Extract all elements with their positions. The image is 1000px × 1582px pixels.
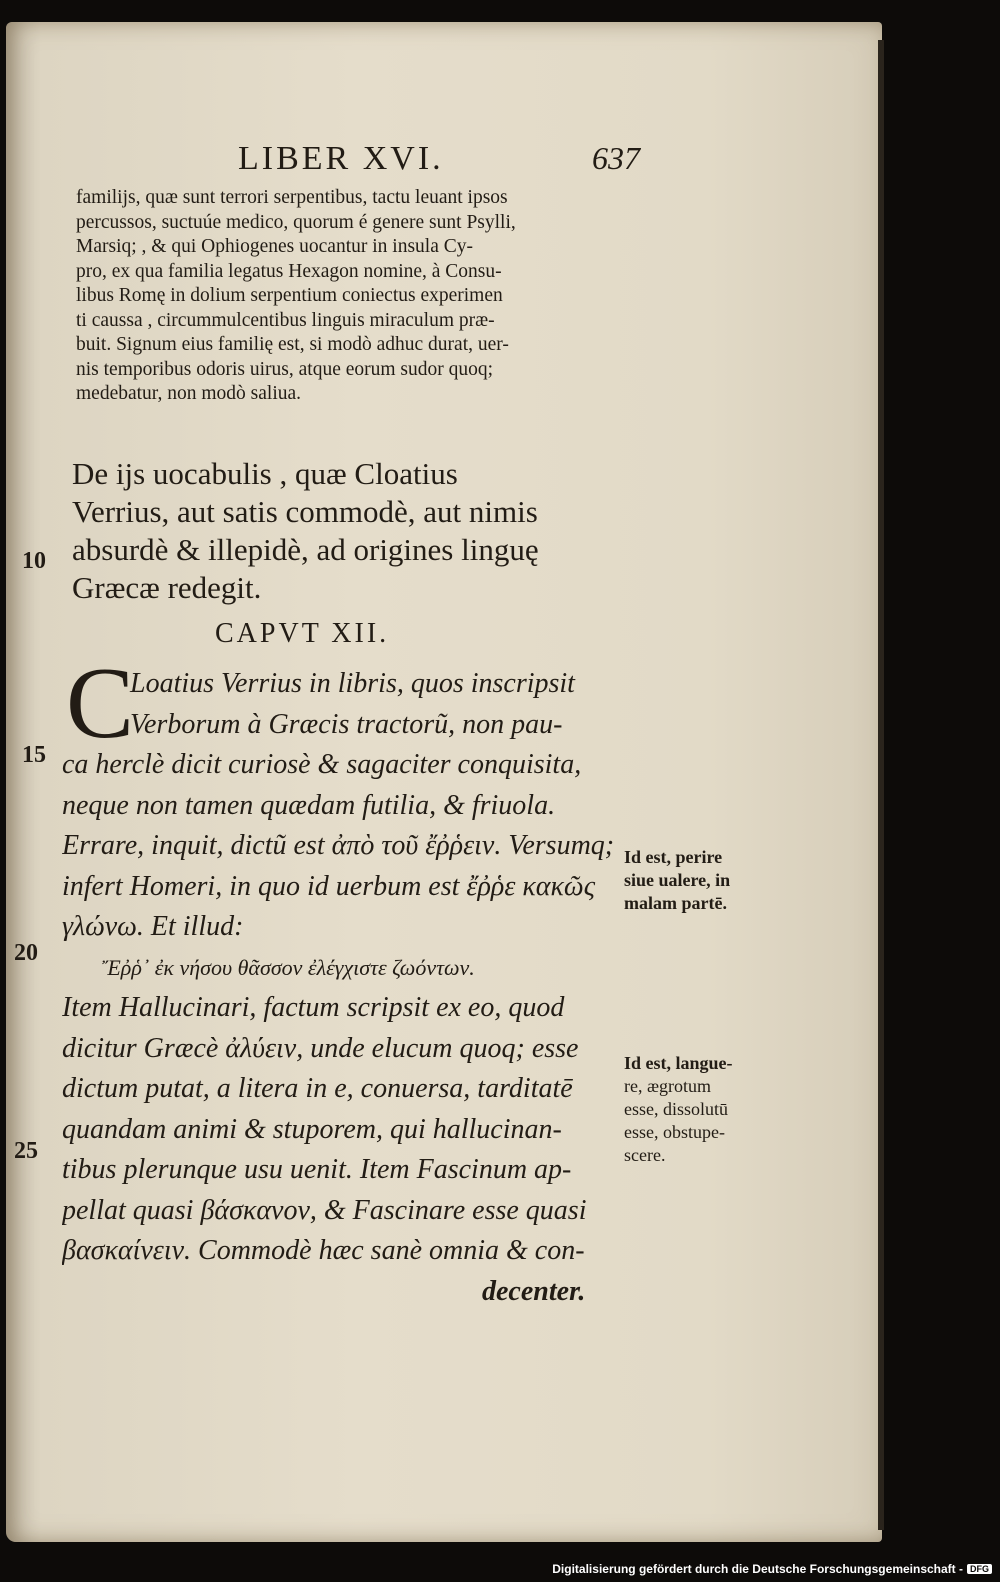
text-line: dicitur Græcè ἀλύειν, unde elucum quoq; esse xyxy=(62,1032,579,1064)
page-edge-shadow xyxy=(878,40,884,1530)
text-line: γλώνω. Et illud: xyxy=(62,911,244,942)
text-line: ca herclè dicit curiosè & sagaciter conquisita, xyxy=(62,749,582,780)
text-line: infert Homeri, in quo id uerbum est ἔῤῥε κακῶς xyxy=(62,870,596,902)
text-line: tibus plerunque usu uenit. Item Fascinum ap- xyxy=(62,1154,572,1185)
text-line: buit. Signum eius familię est, si modò adhuc durat, uer- xyxy=(76,334,509,355)
line-number: 25 xyxy=(14,1138,38,1164)
text-line: Item Hallucinari, factum scripsit ex eo, quod xyxy=(62,992,565,1023)
margin-note-line: esse, dissolutū xyxy=(624,1099,729,1119)
text-line: neque non tamen quædam futilia, & friuola. xyxy=(62,789,556,821)
text-line: percussos, suctuúe medico, quorum é genere sunt Psylli, xyxy=(76,211,516,233)
margin-note-line: Id est, perire xyxy=(624,847,723,867)
text-line: ti caussa , circummulcentibus linguis miraculum præ- xyxy=(76,309,495,331)
text-line: βασκαίνειν. Commodè hæc sanè omnia & con- xyxy=(62,1235,585,1266)
greek-verse-line: Ἔῤῥ᾽ ἐκ νήσου θᾶσσον ἐλέγχιστε ζωόντων. xyxy=(102,954,475,980)
heading-line: Verrius, aut satis commodè, aut nimis xyxy=(72,494,538,529)
line-number: 20 xyxy=(14,940,38,966)
running-title: LIBER XVI. xyxy=(238,140,444,177)
continued-paragraph xyxy=(76,186,632,407)
margin-note xyxy=(624,846,774,915)
margin-note-line: esse, obstupe- xyxy=(624,1122,725,1142)
chapter-body xyxy=(62,664,622,1312)
text-line: Loatius Verrius in libris, quos inscripsit xyxy=(130,668,575,699)
margin-note-line: scere. xyxy=(624,1145,666,1165)
footer-text: Digitalisierung gefördert durch die Deutsche Forschungsgemeinschaft - xyxy=(552,1562,963,1576)
text-line: dictum putat, a litera in e, conuersa, tarditatē xyxy=(62,1073,573,1104)
text-line: pro, ex qua familia legatus Hexagon nomine, à Consu- xyxy=(76,260,502,282)
text-line: Verborum à Græcis tractorũ, non pau- xyxy=(130,708,563,740)
chapter-heading xyxy=(72,455,632,607)
drop-cap: C xyxy=(66,647,135,760)
margin-note-line: re, ægrotum xyxy=(624,1076,711,1096)
margin-note-line: malam partē. xyxy=(624,893,727,913)
text-line: familijs, quæ sunt terrori serpentibus, tactu leuant ipsos xyxy=(76,187,508,208)
page-number: 637 xyxy=(592,140,640,176)
text-line: nis temporibus odoris uirus, atque eorum sudor quoq; xyxy=(76,358,494,380)
text-line: pellat quasi βάσκανον, & Fascinare esse quasi xyxy=(62,1194,587,1226)
line-number: 10 xyxy=(22,548,46,574)
heading-line: absurdè & illepidè, ad origines linguę xyxy=(72,532,539,567)
text-line: Marsiq; , & qui Ophiogenes uocantur in insula Cy- xyxy=(76,236,473,257)
heading-line: Græcæ redegit. xyxy=(72,570,262,605)
digitization-credit xyxy=(552,1560,992,1578)
text-line: medebatur, non modò saliua. xyxy=(76,383,302,404)
margin-note-line: siue ualere, in xyxy=(624,870,731,890)
chapter-number: CAPVT XII. xyxy=(215,618,390,649)
text-line: Errare, inquit, dictũ est ἀπὸ τοῦ ἔῤῥειν. Versumq; xyxy=(62,830,615,861)
text-line: quandam animi & stuporem, qui hallucinan- xyxy=(62,1113,562,1145)
heading-line: De ijs uocabulis , quæ Cloatius xyxy=(72,456,458,491)
text-line: libus Romę in dolium serpentium coniectus experimen xyxy=(76,285,503,306)
margin-note xyxy=(624,1052,774,1167)
dfg-logo: DFG xyxy=(967,1564,992,1574)
line-number: 15 xyxy=(22,742,46,768)
running-header xyxy=(230,140,640,184)
text-line: decenter. xyxy=(482,1275,586,1307)
margin-note-line: Id est, langue- xyxy=(624,1053,733,1073)
